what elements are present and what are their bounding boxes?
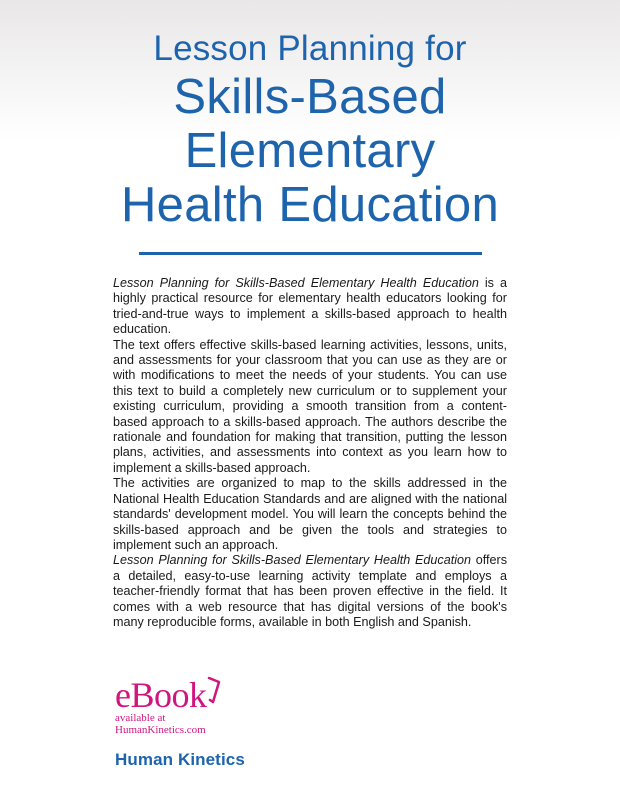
paragraph-4-text: offers a detailed, easy-to-use learning activity template and employs a teacher-friendly format that has been proven effective in the field. It comes with a web resource that has digital versions of the book's many reproducible forms, available in both English and Spanish.: [113, 553, 507, 629]
description-paragraph-2: The text offers effective skills-based learning activities, lessons, units, and assessments for your classroom that you can use as they are or with modifications to meet the needs of your students. You can use this text to build a completely new curriculum or to supplement your existing curriculum, providing a smooth transition from a content-based approach to a skills-based approach. The authors describe the rationale and foundation for making that transition, putting the lesson plans, activities, and assessments into context as you learn how to implement a skills-based approach.: [113, 337, 507, 475]
description-paragraph-1: [113, 276, 507, 338]
ebook-logo-text: eBook: [115, 675, 207, 715]
ebook-badge: [115, 675, 255, 736]
description-paragraph-4: [113, 553, 507, 630]
title-line-2: Skills-Based: [173, 70, 447, 124]
title-divider: [139, 252, 482, 255]
book-description: [113, 276, 507, 630]
book-title: [0, 28, 620, 232]
title-line-1: Lesson Planning for: [153, 29, 467, 68]
title-line-4: Health Education: [121, 178, 499, 232]
ebook-logo: [115, 675, 207, 715]
title-line-3: Elementary: [184, 124, 436, 178]
paragraph-1-text: is a highly practical resource for elementary health educators looking for tried-and-true ways to implement a skills-based approach to health education.: [113, 276, 507, 337]
book-title-italic-2: Lesson Planning for Skills-Based Elementary Health Education: [113, 553, 472, 568]
description-paragraph-3: The activities are organized to map to the skills addressed in the National Health Education Standards and are aligned with the national standards' development model. You will learn the concepts behind the skills-based approach and be given the tools and strategies to implement such an approach.: [113, 476, 507, 552]
book-title-italic: Lesson Planning for Skills-Based Elementary Health Education: [113, 276, 479, 290]
ebook-swoosh-icon: [207, 676, 221, 706]
ebook-website: HumanKinetics.com: [115, 724, 206, 736]
publisher-name: Human Kinetics: [115, 750, 245, 769]
ebook-available-at: available at: [115, 712, 166, 724]
